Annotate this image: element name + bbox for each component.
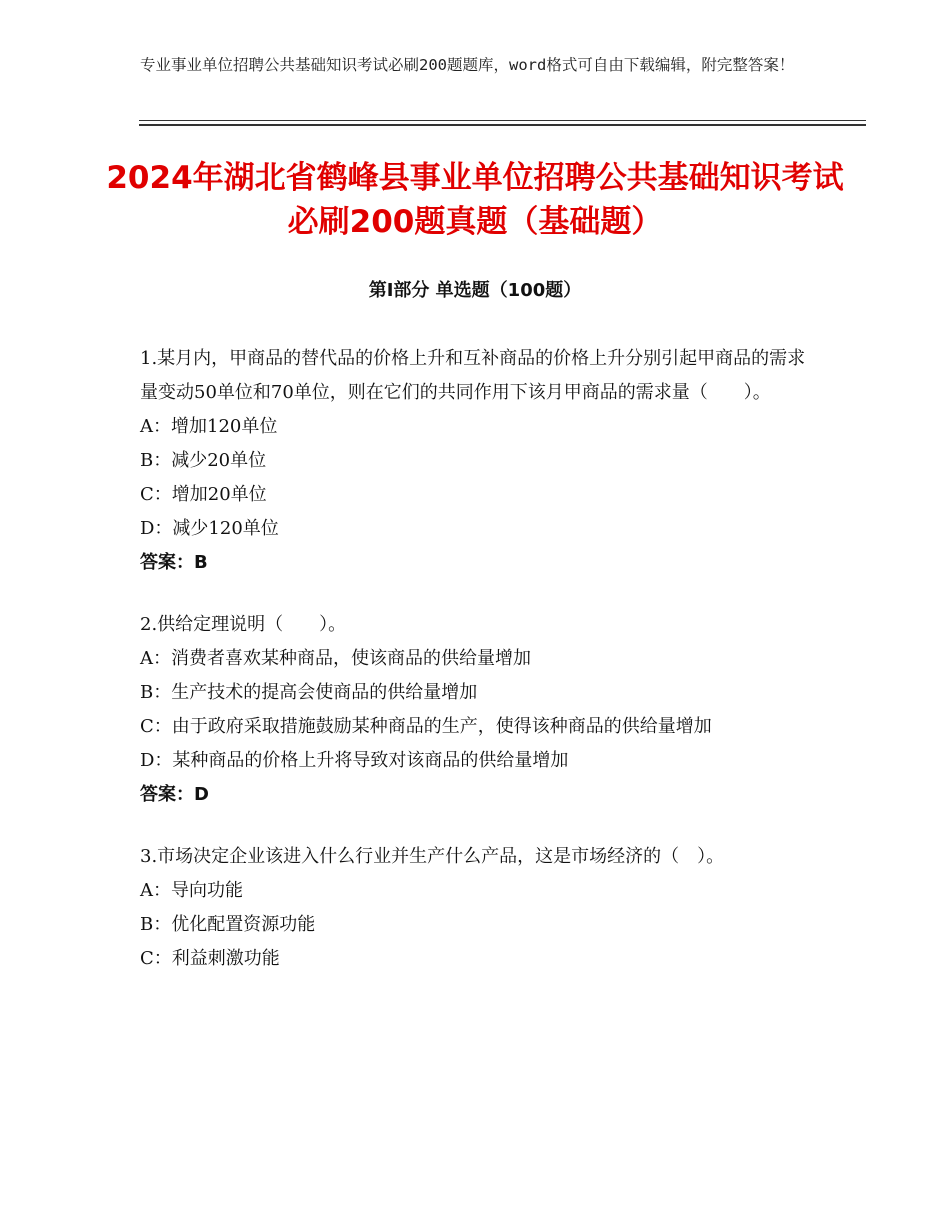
question-2 [140,608,810,812]
answer-line: 答案：B [140,552,208,573]
option-c: C：增加20单位 [140,484,267,505]
header-rule-thin [139,120,866,121]
question-stem: 1.某月内，甲商品的替代品的价格上升和互补商品的价格上升分别引起甲商品的需求量变动50单位和70单位，则在它们的共同作用下该月甲商品的需求量（ ）。 [140,348,806,403]
option-c: C：利益刺激功能 [140,948,280,969]
option-c: C：由于政府采取措施鼓励某种商品的生产，使得该种商品的供给量增加 [140,716,712,737]
answer-line: 答案：D [140,784,209,805]
header-rule-thick [139,124,866,126]
question-3 [140,840,810,976]
document-title: 2024年湖北省鹤峰县事业单位招聘公共基础知识考试必刷200题真题（基础题） [106,160,844,240]
question-stem: 2.供给定理说明（ ）。 [140,614,347,635]
option-d: D：某种商品的价格上升将导致对该商品的供给量增加 [140,750,569,771]
question-list [140,342,810,1004]
option-d: D：减少120单位 [140,518,279,539]
option-b: B：减少20单位 [140,450,267,471]
question-stem: 3.市场决定企业该进入什么行业并生产什么产品，这是市场经济的（ ）。 [140,846,725,867]
section-heading: 第Ⅰ部分 单选题（100题） [368,280,582,301]
option-b: B：生产技术的提高会使商品的供给量增加 [140,682,478,703]
option-a: A：增加120单位 [140,416,278,437]
header-note: 专业事业单位招聘公共基础知识考试必刷200题题库，word格式可自由下载编辑，附完整答案！ [140,56,795,74]
option-a: A：导向功能 [140,880,243,901]
option-a: A：消费者喜欢某种商品，使该商品的供给量增加 [140,648,531,669]
option-b: B：优化配置资源功能 [140,914,316,935]
question-1 [140,342,810,580]
